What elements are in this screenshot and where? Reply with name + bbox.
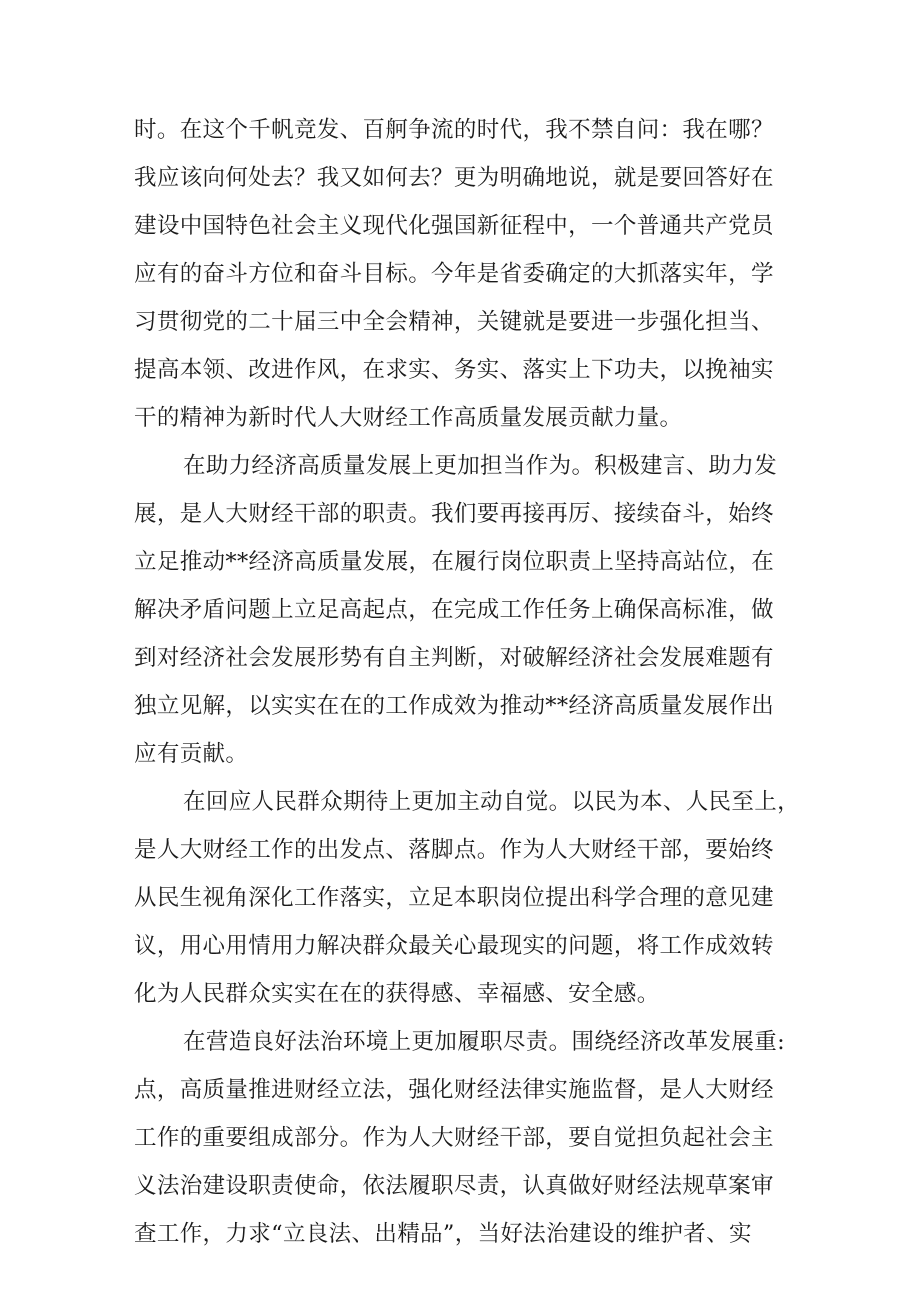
paragraph-2 bbox=[134, 450, 796, 786]
text-line: 从民生视角深化工作落实，立足本职岗位提出科学合理的意见建 bbox=[134, 885, 774, 911]
text-line: 解决矛盾问题上立足高起点，在完成工作任务上确保高标准，做 bbox=[134, 597, 774, 623]
text-line-first: 在助力经济高质量发展上更加担当作为。积极建言、助力发 bbox=[183, 453, 778, 479]
paragraph-4 bbox=[134, 1026, 796, 1266]
text-line: 独立见解，以实实在在的工作成效为推动**经济高质量发展作出 bbox=[134, 693, 775, 719]
text-line: 立足推动**经济高质量发展，在履行岗位职责上坚持高站位，在 bbox=[134, 549, 775, 575]
text-line: 是人大财经工作的出发点、落脚点。作为人大财经干部，要始终 bbox=[134, 837, 774, 863]
paragraph-1 bbox=[134, 114, 796, 450]
text-line: 干的精神为新时代人大财经工作高质量发展贡献力量。 bbox=[134, 405, 683, 431]
text-line: 应有贡献。 bbox=[134, 741, 249, 767]
text-line: 义法治建设职责使命，依法履职尽责，认真做好财经法规草案审 bbox=[134, 1173, 774, 1199]
text-line: 展，是人大财经干部的职责。我们要再接再厉、接续奋斗，始终 bbox=[134, 501, 774, 527]
text-line: 议，用心用情用力解决群众最关心最现实的问题，将工作成效转 bbox=[134, 933, 774, 959]
text-line: 应有的奋斗方位和奋斗目标。今年是省委确定的大抓落实年，学 bbox=[134, 261, 774, 287]
text-line-first: 在回应人民群众期待上更加主动自觉。以民为本、人民至上， bbox=[183, 789, 800, 815]
text-line: 工作的重要组成部分。作为人大财经干部，要自觉担负起社会主 bbox=[134, 1125, 774, 1151]
text-line: 到对经济社会发展形势有自主判断，对破解经济社会发展难题有 bbox=[134, 645, 774, 671]
text-line: 时。在这个千帆竞发、百舸争流的时代，我不禁自问：我在哪？ bbox=[134, 117, 774, 143]
text-line: 化为人民群众实实在在的获得感、幸福感、安全感。 bbox=[134, 981, 660, 1007]
text-line: 建设中国特色社会主义现代化强国新征程中，一个普通共产党员 bbox=[134, 213, 774, 239]
text-line: 习贯彻党的二十届三中全会精神，关键就是要进一步强化担当、 bbox=[134, 309, 774, 335]
text-line: 查工作，力求“立良法、出精品”，当好法治建设的维护者、实 bbox=[134, 1221, 752, 1247]
text-line-first: 在营造良好法治环境上更加履职尽责。围绕经济改革发展重: bbox=[183, 1029, 786, 1055]
text-line: 提高本领、改进作风，在求实、务实、落实上下功夫，以挽袖实 bbox=[134, 357, 774, 383]
text-line: 我应该向何处去？我又如何去？更为明确地说，就是要回答好在 bbox=[134, 165, 774, 191]
paragraph-3 bbox=[134, 786, 800, 1026]
text-line: 点，高质量推进财经立法，强化财经法律实施监督，是人大财经 bbox=[134, 1077, 774, 1103]
document-body bbox=[134, 114, 800, 1266]
